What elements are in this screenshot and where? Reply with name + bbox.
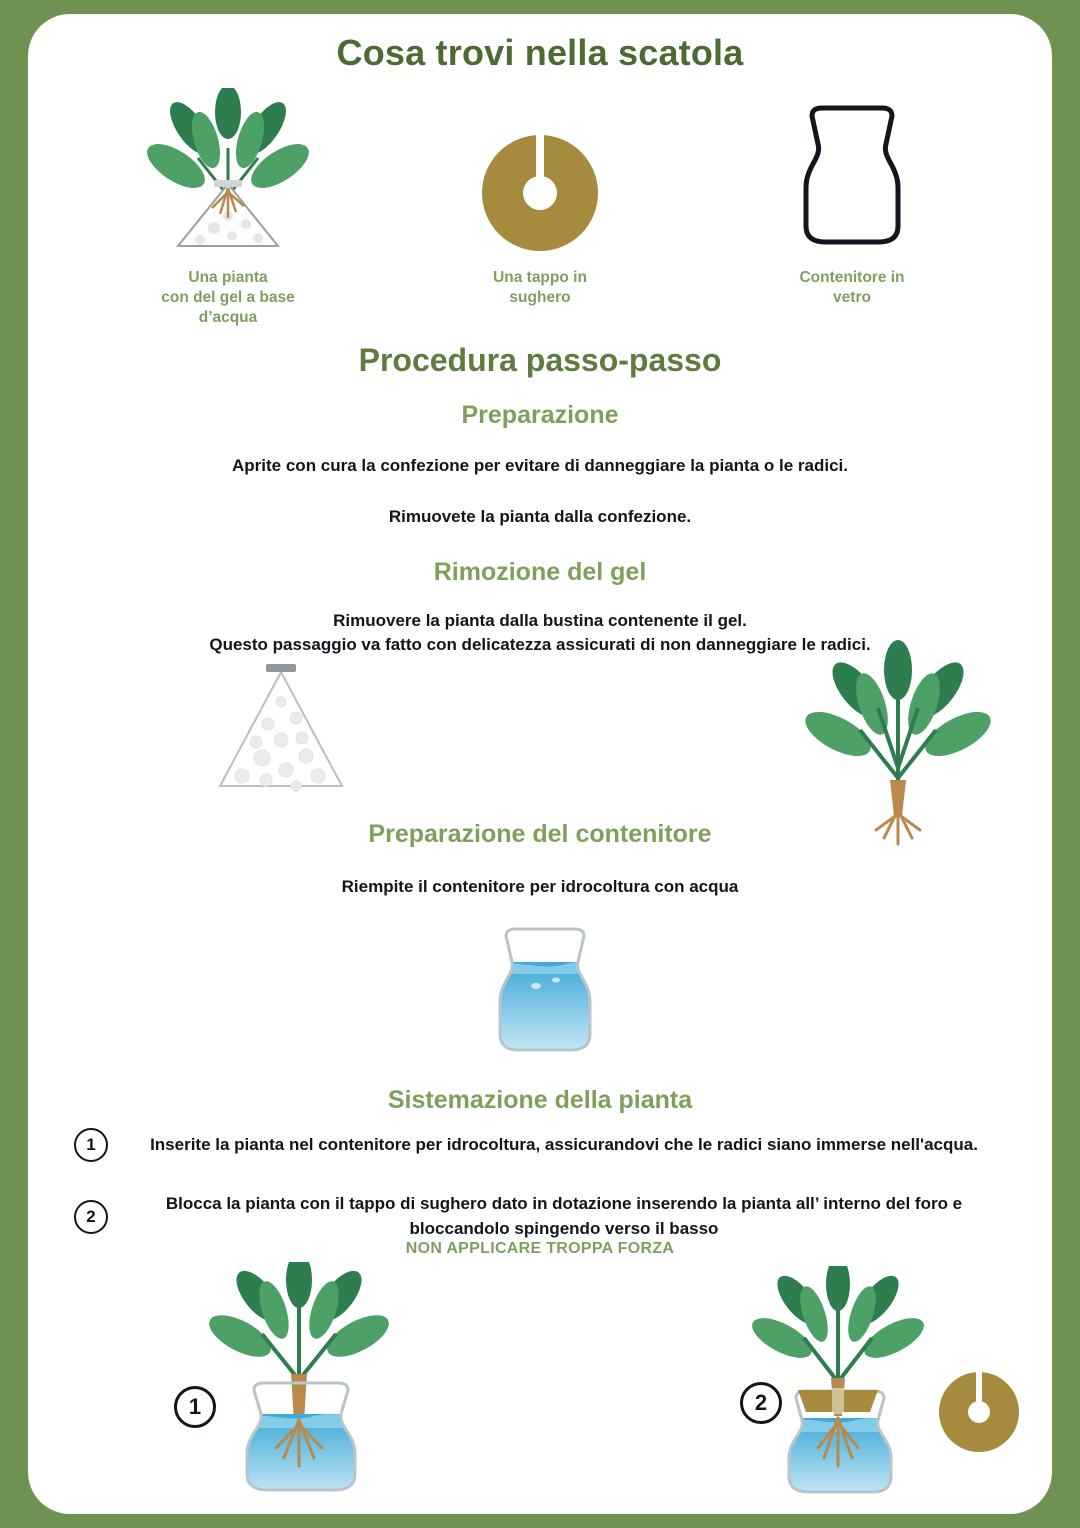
procedure-heading: Procedura passo-passo — [358, 342, 722, 379]
box-item-cork — [425, 88, 655, 308]
caption-line: d’acqua — [198, 309, 258, 327]
figure-label-2: 2 — [740, 1382, 782, 1424]
step-number-2: 2 — [74, 1200, 108, 1234]
box-item-plant-gel — [113, 88, 343, 328]
box-item-jar — [737, 88, 967, 308]
step-text-1: Inserite la pianta nel contenitore per idrocoltura, assicurandovi che le radici siano immerse nell'acqua. — [150, 1134, 978, 1154]
step-number-1: 1 — [74, 1128, 108, 1162]
step-text-2: Blocca la pianta con il tappo di sughero dato in dotazione inserendo la pianta all’ interno del foro e bloccandolo spingendo verso il basso — [165, 1194, 963, 1238]
section-heading-preparazione-contenitore: Preparazione del contenitore — [368, 820, 712, 848]
plant-in-gel-pouch-icon — [113, 88, 343, 256]
box-contents-list — [28, 88, 1052, 328]
step-row-1 — [28, 1128, 1052, 1162]
box-item-plant-gel-caption — [113, 268, 343, 328]
preparazione-paragraph-2: Rimuovete la pianta dalla confezione. — [388, 507, 692, 527]
section-heading-rimozione-gel: Rimozione del gel — [433, 557, 647, 586]
caption-line: con del gel a base — [161, 289, 295, 307]
warning-text: NON APPLICARE TROPPA FORZA — [405, 1240, 675, 1257]
instruction-sheet — [28, 14, 1052, 1514]
caption-line: vetro — [833, 289, 871, 307]
jar-with-water-icon — [480, 914, 610, 1069]
figure-label-1: 1 — [174, 1386, 216, 1428]
cork-stopper-icon-small — [934, 1350, 1024, 1465]
preparazione-contenitore-paragraph-1: Riempite il contenitore per idrocoltura con acqua — [341, 877, 739, 896]
box-item-jar-caption — [737, 268, 967, 308]
step-row-2 — [28, 1192, 1052, 1241]
glass-jar-icon — [737, 88, 967, 256]
gel-pouch-icon — [196, 646, 366, 811]
preparazione-paragraph-1: Aprite con cura la confezione per evitare di danneggiare la pianta o le radici. — [232, 456, 848, 476]
section-heading-sistemazione: Sistemazione della pianta — [387, 1086, 693, 1114]
rimozione-gel-paragraph-1: Rimuovere la pianta dalla bustina contenente il gel. — [333, 610, 747, 630]
plant-in-jar-step1-icon — [188, 1262, 408, 1507]
section-heading-preparazione: Preparazione — [461, 401, 619, 430]
caption-line: Contenitore in — [799, 269, 905, 286]
rimozione-gel-paragraph-2: Questo passaggio va fatto con delicatezza assicurati di non danneggiare le radici. — [209, 635, 871, 655]
caption-line: Una tappo in — [493, 269, 587, 286]
page-title: Cosa trovi nella scatola — [336, 32, 744, 73]
caption-line: Una pianta — [188, 269, 268, 286]
box-item-cork-caption — [425, 268, 655, 308]
caption-line: sughero — [509, 289, 571, 307]
cork-stopper-icon — [425, 88, 655, 256]
